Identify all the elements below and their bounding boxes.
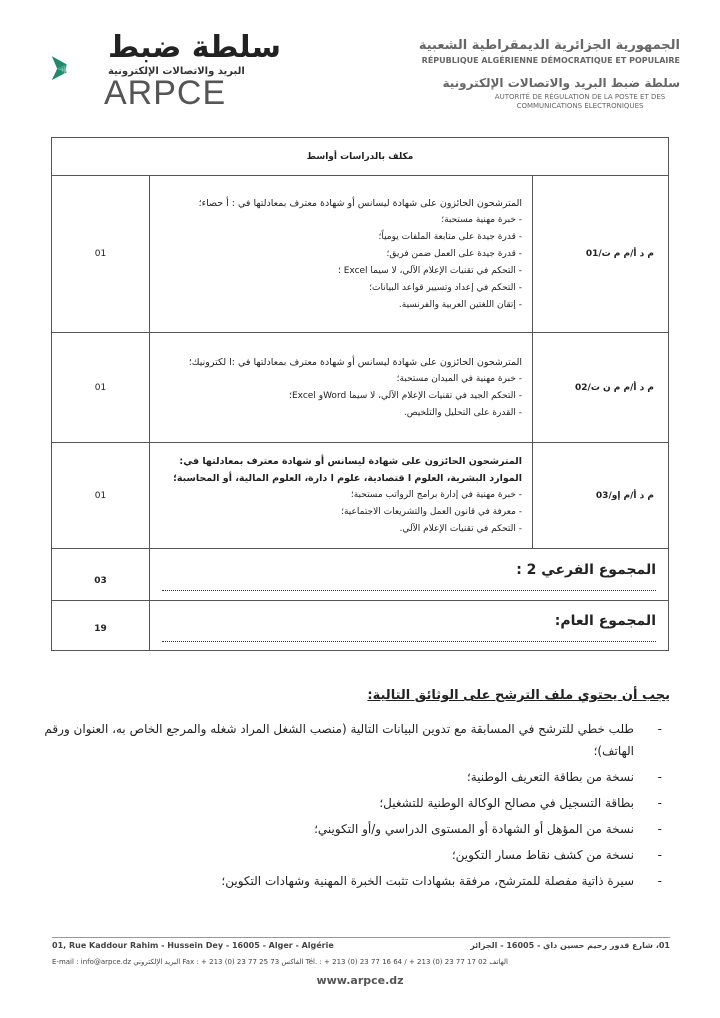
subtotal-value: 03 bbox=[52, 549, 150, 601]
docs-title: يجب أن يحتوي ملف الترشح على الوثائق التالية: bbox=[367, 688, 670, 703]
subtotal-row bbox=[52, 549, 669, 601]
row-item: - التحكم في إعداد وتسيير قواعد البيانات؛ bbox=[369, 282, 522, 293]
footer-contact: E-mail : info@arpce.dz البريد الإلكتروني Fax : + 213 (0) 23 77 25 73 الفاكس Tél. : + 213 (0) 23 77 16 64 / + 213 (0) 23 77 17 02 الهاتف bbox=[52, 958, 508, 966]
table-row bbox=[52, 443, 669, 549]
table-title: مكلف بالدراسات أواسط bbox=[52, 138, 669, 176]
subtotal-label: المجموع الفرعي 2 : bbox=[516, 562, 656, 578]
arpce-logo bbox=[50, 26, 110, 112]
row-lead: المترشحون الحائزون على شهادة ليسانس أو شهادة معترف بمعادلتها في :ا لكترونيك؛ bbox=[188, 356, 522, 368]
row-item: - خبرة مهنية في الميدان مستحبة؛ bbox=[396, 373, 522, 384]
footer-website-link[interactable]: www.arpce.dz bbox=[316, 974, 404, 987]
total-value: 19 bbox=[52, 601, 150, 651]
row-count: 01 bbox=[52, 443, 150, 549]
list-item: - نسخة من بطاقة التعريف الوطنية؛ bbox=[42, 766, 662, 788]
dotted-line bbox=[162, 635, 656, 642]
list-item: - سيرة ذاتية مفصلة للمترشح، مرفقة بشهادات تثبت الخبرة المهنية وشهادات التكوين؛ bbox=[42, 870, 662, 892]
row-code: م د أ/م م ت/01 bbox=[533, 176, 669, 333]
docs-list bbox=[42, 718, 662, 896]
row-item: - قدرة جيدة على العمل ضمن فريق؛ bbox=[386, 248, 522, 259]
list-item: - طلب خطي للترشح في المسابقة مع تدوين البيانات التالية (منصب الشغل المراد شغله والمرجع الخاص به، العنوان ورقم الهاتف)؛ bbox=[42, 718, 662, 762]
row-code: م د أ/م إو/03 bbox=[533, 443, 669, 549]
row-count: 01 bbox=[52, 176, 150, 333]
row-code: م د أ/م م ن ت/02 bbox=[533, 333, 669, 443]
list-item: - نسخة من كشف نقاط مسار التكوين؛ bbox=[42, 844, 662, 866]
row-lead: المترشحون الحائزون على شهادة ليسانس أو شهادة معترف بمعادلتها في : أ حصاء؛ bbox=[198, 197, 522, 209]
logo-latin: ARPCE bbox=[104, 74, 227, 112]
row-count: 01 bbox=[52, 333, 150, 443]
row-description bbox=[150, 443, 533, 549]
logo-arabic-sub: البريد والاتصالات الإلكترونية bbox=[108, 66, 245, 77]
total-label: المجموع العام: bbox=[554, 613, 656, 629]
footer-address-fr: 01, Rue Kaddour Rahim - Hussein Dey - 16005 - Alger - Algérie bbox=[52, 941, 334, 950]
list-item: - بطاقة التسجيل في مصالح الوكالة الوطنية للتشغيل؛ bbox=[42, 792, 662, 814]
row-item: - خبرة مهنية في إدارة برامج الرواتب مستحبة؛ bbox=[350, 490, 522, 500]
row-item: - التحكم الجيد في تقنيات الإعلام الآلي، لا سيما Wordو Excel؛ bbox=[289, 390, 522, 401]
row-item: - التحكم في تقنيات الإعلام الآلي، لا سيما Excel ؛ bbox=[337, 265, 522, 276]
row-item: - التحكم في تقنيات الإعلام الآلي. bbox=[399, 524, 522, 534]
republic-french: RÉPUBLIQUE ALGÉRIENNE DÉMOCRATIQUE ET POPULAIRE bbox=[421, 56, 680, 65]
row-lead: المترشحون الحائزون على شهادة ليسانس أو شهادة معترف بمعادلتها في: الموارد البشرية، العلوم ا قتصادية، علوم ا دارة، العلوم المالية، أو المحاسبة؛ bbox=[173, 456, 522, 484]
table-row bbox=[52, 333, 669, 443]
row-description bbox=[150, 176, 533, 333]
row-item: - خبرة مهنية مستحبة؛ bbox=[441, 214, 522, 225]
table-row bbox=[52, 176, 669, 333]
row-item: - إتقان اللغتين العربية والفرنسية. bbox=[398, 299, 522, 310]
row-description bbox=[150, 333, 533, 443]
logo-arabic: سلطة ضبط bbox=[108, 30, 281, 65]
authority-french: AUTORITÉ DE RÉGULATION DE LA POSTE ET DES COMMUNICATIONS ÉLECTRONIQUES bbox=[494, 93, 666, 110]
footer-divider bbox=[52, 937, 670, 938]
row-item: - قدرة جيدة على متابعة الملفات يومياً؛ bbox=[378, 231, 522, 242]
row-item: - معرفة في قانون العمل والتشريعات الاجتماعية؛ bbox=[341, 507, 522, 517]
row-item: - القدرة على التحليل والتلخيص. bbox=[403, 407, 522, 418]
total-cell bbox=[150, 601, 669, 651]
subtotal-cell bbox=[150, 549, 669, 601]
positions-table bbox=[51, 137, 669, 651]
list-item: - نسخة من المؤهل أو الشهادة أو المستوى الدراسي و/أو التكويني؛ bbox=[42, 818, 662, 840]
footer-address-ar: 01، شارع قدور رحيم حسين داي - 16005 - الجزائر bbox=[470, 941, 670, 950]
total-row bbox=[52, 601, 669, 651]
republic-arabic: الجمهورية الجزائرية الديمقراطية الشعبية bbox=[418, 38, 680, 53]
dotted-line bbox=[162, 584, 656, 591]
authority-arabic: سلطة ضبط البريد والاتصالات الإلكترونية bbox=[442, 76, 680, 90]
